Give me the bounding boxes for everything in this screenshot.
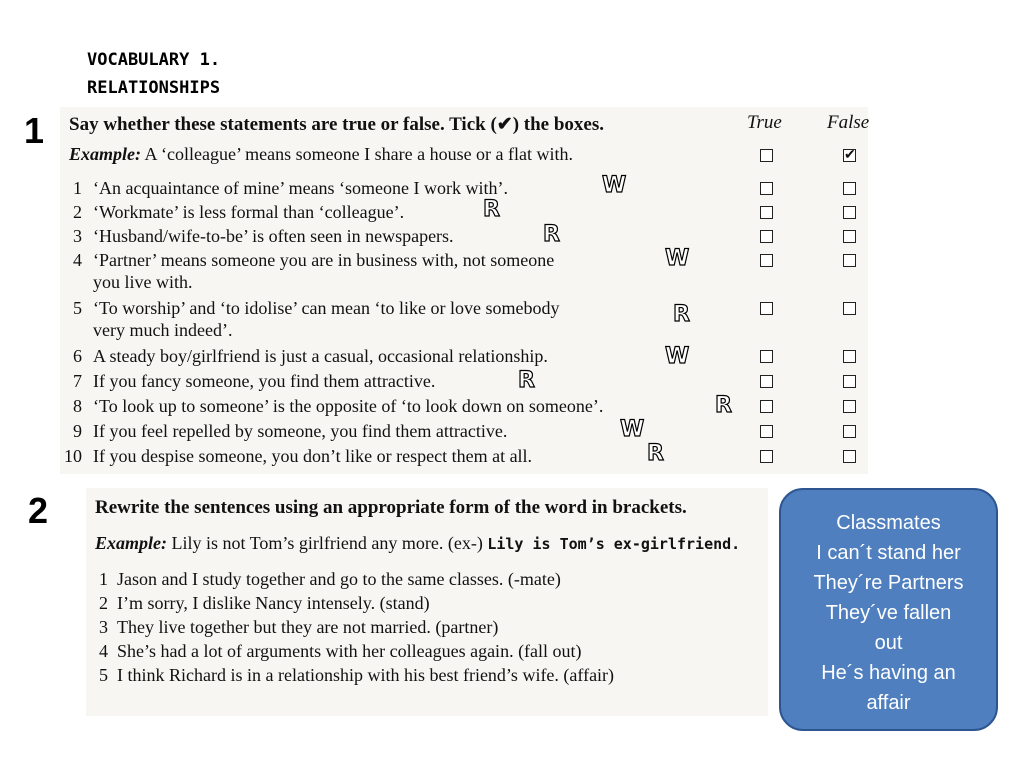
statement-line: ‘Workmate’ is less formal than ‘colleague’.	[93, 202, 405, 222]
true-column-header: True	[747, 112, 782, 133]
statement-number: 3	[73, 226, 82, 246]
callout-line-3: They´re Partners	[813, 572, 964, 594]
false-column-header: False	[827, 112, 870, 133]
exercise-2-instruction: Rewrite the sentences using an appropriate form of the word in brackets.	[95, 497, 687, 518]
false-checkbox[interactable]	[843, 206, 856, 219]
statement-number: 8	[73, 396, 82, 416]
callout-line-7: affair	[866, 692, 911, 714]
example-false-checkbox[interactable]: ✔	[844, 148, 856, 163]
section-number-1: 1	[24, 110, 45, 151]
true-checkbox[interactable]	[760, 350, 773, 363]
callout-line-2: I can´t stand her	[816, 542, 961, 564]
rewrite-text: She’s had a lot of arguments with her colleagues again. (fall out)	[117, 641, 582, 661]
rewrite-number: 2	[99, 593, 108, 613]
statement-number: 1	[73, 178, 82, 198]
true-checkbox[interactable]	[760, 425, 773, 438]
exercise-2-example	[95, 533, 740, 554]
statement-line: ‘Partner’ means someone you are in business with, not someone	[93, 250, 555, 270]
statement-line: A steady boy/girlfriend is just a casual, occasional relationship.	[93, 346, 548, 366]
statement-line: ‘An acquaintance of mine’ means ‘someone I work with’.	[93, 178, 509, 198]
statement-number: 2	[73, 202, 82, 222]
answer-mark: R	[715, 393, 732, 418]
rewrite-number: 4	[99, 641, 108, 661]
statement-number: 10	[64, 446, 82, 466]
example-true-checkbox[interactable]	[760, 149, 773, 162]
answer-mark: W	[665, 344, 690, 369]
example-2-text: Lily is not Tom’s girlfriend any more. (ex-)	[171, 533, 483, 553]
answer-mark: W	[620, 417, 645, 442]
true-checkbox[interactable]	[760, 400, 773, 413]
statement-line: very much indeed’.	[93, 320, 233, 340]
answer-mark: R	[543, 222, 560, 247]
rewrite-text: Jason and I study together and go to the same classes. (-mate)	[117, 569, 561, 589]
true-checkbox[interactable]	[760, 375, 773, 388]
statement-number: 4	[73, 250, 82, 270]
statement-text	[93, 420, 507, 442]
statement-text	[93, 297, 559, 341]
callout-line-4: They´ve fallen	[825, 602, 952, 624]
statement-line: If you despise someone, you don’t like or respect them at all.	[93, 446, 533, 466]
statement-line: If you feel repelled by someone, you find them attractive.	[93, 421, 508, 441]
statement-text	[93, 249, 554, 293]
title-line-2: RELATIONSHIPS	[87, 78, 221, 98]
statement-line: If you fancy someone, you find them attractive.	[93, 371, 436, 391]
statement-line: you live with.	[93, 272, 193, 292]
statement-line: ‘To worship’ and ‘to idolise’ can mean ‘to like or love somebody	[93, 298, 560, 318]
answers-callout	[779, 488, 998, 731]
false-checkbox[interactable]	[843, 254, 856, 267]
example-label: Example:	[69, 144, 141, 164]
example-text: A ‘colleague’ means someone I share a house or a flat with.	[144, 144, 574, 164]
statement-number: 9	[73, 421, 82, 441]
true-checkbox[interactable]	[760, 302, 773, 315]
statement-number: 5	[73, 298, 82, 318]
false-checkbox[interactable]	[843, 450, 856, 463]
answer-mark: R	[518, 368, 535, 393]
exercise-2-scan	[86, 488, 768, 716]
statement-text	[93, 177, 508, 199]
false-checkbox[interactable]	[843, 182, 856, 195]
exercise-1-instruction: Say whether these statements are true or false. Tick (✔) the boxes.	[69, 114, 605, 135]
true-checkbox[interactable]	[760, 254, 773, 267]
rewrite-number: 1	[99, 569, 108, 589]
statement-text	[93, 445, 532, 467]
exercise-1-example	[69, 144, 573, 165]
exercise-1-scan	[60, 107, 868, 474]
statement-number: 7	[73, 371, 82, 391]
answer-mark: W	[665, 246, 690, 271]
false-checkbox[interactable]	[843, 350, 856, 363]
example-2-answer: Lily is Tom’s ex-girlfriend.	[487, 535, 741, 553]
answer-mark: W	[602, 173, 627, 198]
title-line-1: VOCABULARY 1.	[87, 50, 221, 70]
true-checkbox[interactable]	[760, 450, 773, 463]
callout-line-5: out	[874, 632, 903, 654]
true-checkbox[interactable]	[760, 182, 773, 195]
statement-text	[93, 201, 404, 223]
answer-mark: R	[647, 441, 664, 466]
answer-mark: R	[483, 197, 500, 222]
statement-line: ‘Husband/wife-to-be’ is often seen in newspapers.	[93, 226, 454, 246]
section-number-2: 2	[28, 490, 49, 531]
statement-text	[93, 395, 603, 417]
true-checkbox[interactable]	[760, 230, 773, 243]
example-2-label: Example:	[95, 533, 167, 553]
answer-mark: R	[673, 302, 690, 327]
false-checkbox[interactable]	[843, 400, 856, 413]
rewrite-text: They live together but they are not married. (partner)	[117, 617, 499, 637]
false-checkbox[interactable]	[843, 375, 856, 388]
false-checkbox[interactable]	[843, 230, 856, 243]
statement-text	[93, 370, 435, 392]
statement-text	[93, 225, 454, 247]
rewrite-text: I think Richard is in a relationship with his best friend’s wife. (affair)	[117, 665, 615, 685]
false-checkbox[interactable]	[843, 302, 856, 315]
statement-text	[93, 345, 548, 367]
callout-line-1: Classmates	[836, 512, 941, 534]
callout-line-6: He´s having an	[821, 662, 956, 684]
rewrite-number: 5	[99, 665, 108, 685]
statement-number: 6	[73, 346, 82, 366]
rewrite-text: I’m sorry, I dislike Nancy intensely. (stand)	[117, 593, 430, 613]
true-checkbox[interactable]	[760, 206, 773, 219]
statement-line: ‘To look up to someone’ is the opposite of ‘to look down on someone’.	[93, 396, 604, 416]
rewrite-number: 3	[99, 617, 108, 637]
slide-title	[87, 46, 407, 102]
false-checkbox[interactable]	[843, 425, 856, 438]
